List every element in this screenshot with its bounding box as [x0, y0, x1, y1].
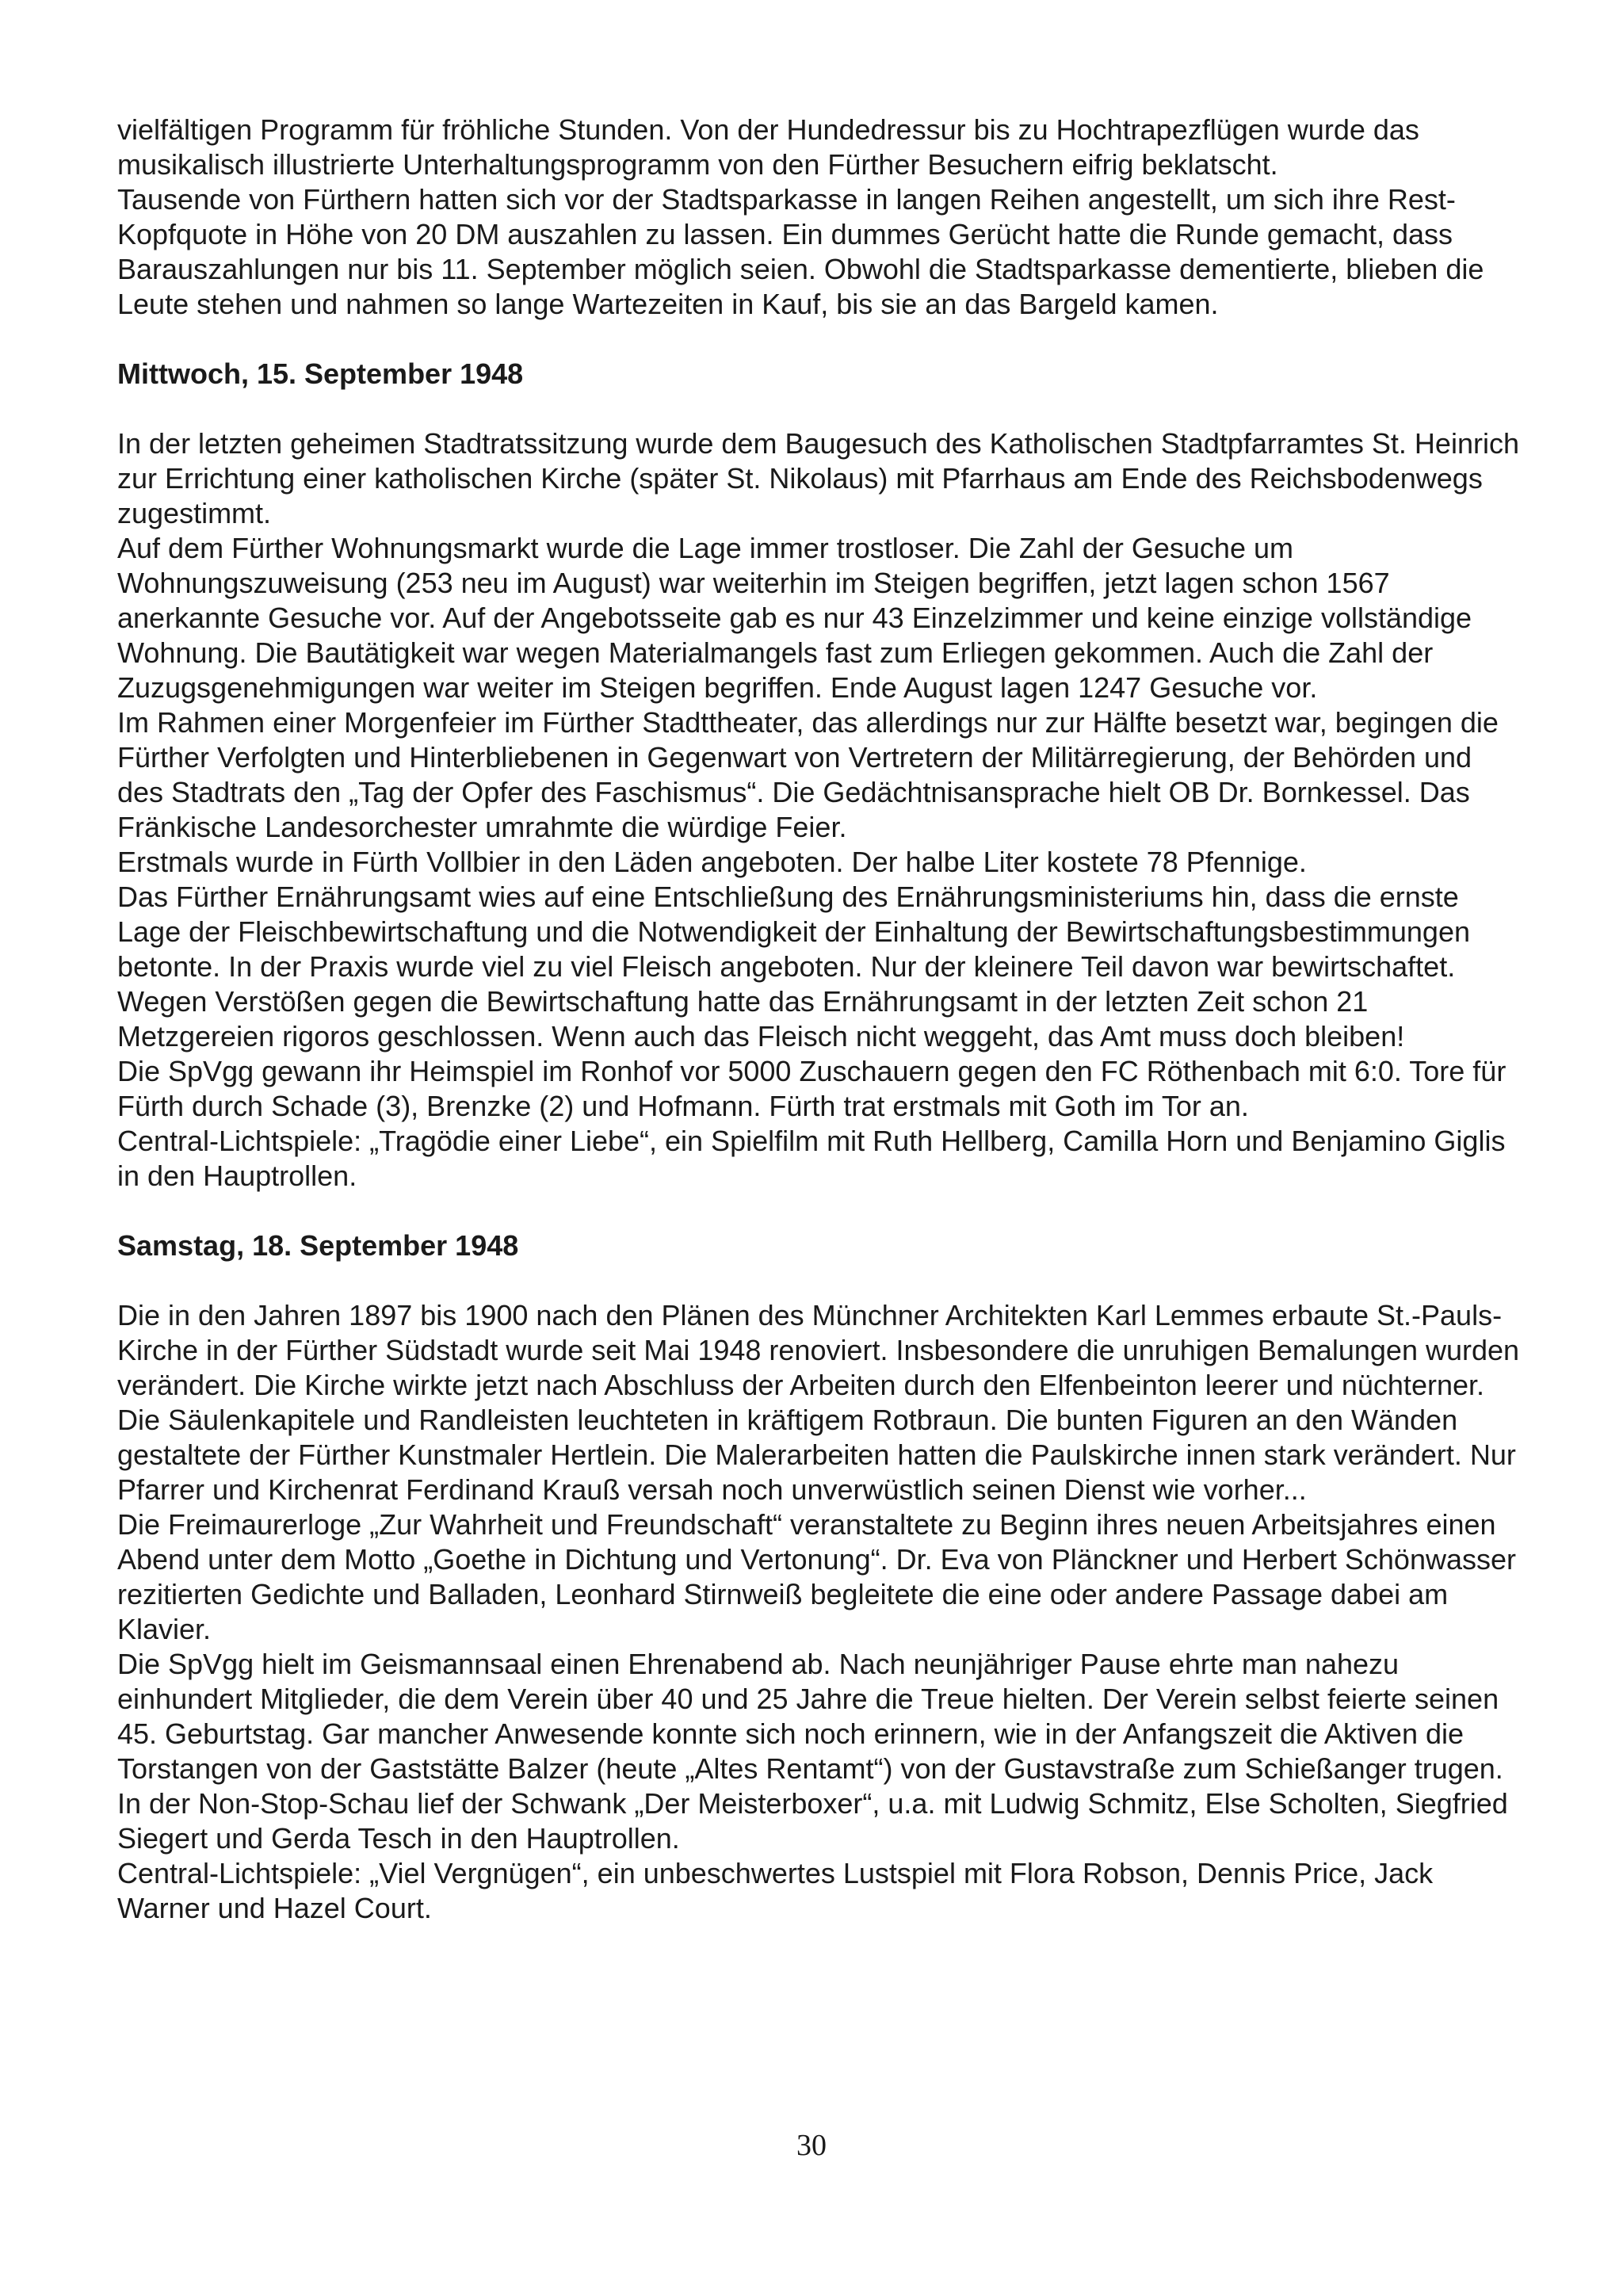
document-page	[117, 113, 1520, 1926]
paragraph: Im Rahmen einer Morgenfeier im Fürther Stadttheater, das allerdings nur zur Hälfte besetzt war, begingen die Fürther Verfolgten und Hinterbliebenen in Gegenwart von Vertretern der Militärregierung, der Behörden und des Stadtrats den „Tag der Opfer des Faschismus“. Die Gedächtnisansprache hielt OB Dr. Bornkessel. Das Fränkische Landesorchester umrahmte die würdige Feier.	[117, 706, 1499, 843]
section-body-mittwoch	[117, 426, 1520, 1194]
intro-block	[117, 113, 1520, 322]
spacer	[117, 1263, 1520, 1298]
paragraph: vielfältigen Programm für fröhliche Stunden. Von der Hundedressur bis zu Hochtrapezflügen wurde das musikalisch illustrierte Unterhaltungsprogramm von den Fürther Besuchern eifrig beklatscht.	[117, 113, 1419, 181]
paragraph: In der Non-Stop-Schau lief der Schwank „Der Meisterboxer“, u.a. mit Ludwig Schmitz, Else Scholten, Siegfried Siegert und Gerda Tesch in den Hauptrollen.	[117, 1787, 1508, 1855]
page-number: 30	[796, 2129, 827, 2162]
paragraph: Erstmals wurde in Fürth Vollbier in den Läden angeboten. Der halbe Liter kostete 78 Pfennige.	[117, 846, 1307, 878]
spacer	[117, 392, 1520, 426]
paragraph: Die SpVgg hielt im Geismannsaal einen Ehrenabend ab. Nach neunjähriger Pause ehrte man nahezu einhundert Mitglieder, die dem Verein über 40 und 25 Jahre die Treue hielten. Der Verein selbst feierte seinen 45. Geburtstag. Gar mancher Anwesende konnte sich noch erinnern, wie in der Anfangszeit die Aktiven die Torstangen von der Gaststätte Balzer (heute „Altes Rentamt“) von der Gustavstraße zum Schießanger trugen.	[117, 1648, 1503, 1785]
section-heading-mittwoch: Mittwoch, 15. September 1948	[117, 357, 524, 390]
spacer	[117, 322, 1520, 357]
section-heading-samstag: Samstag, 18. September 1948	[117, 1229, 519, 1262]
spacer	[117, 1194, 1520, 1228]
paragraph: Die in den Jahren 1897 bis 1900 nach den Plänen des Münchner Architekten Karl Lemmes erbaute St.-Pauls-Kirche in der Fürther Südstadt wurde seit Mai 1948 renoviert. Insbesondere die unruhigen Bemalungen wurden verändert. Die Kirche wirkte jetzt nach Abschluss der Arbeiten durch den Elfenbeinton leerer und nüchterner. Die Säulenkapitele und Randleisten leuchteten in kräftigem Rotbraun. Die bunten Figuren an den Wänden gestaltete der Fürther Kunstmaler Hertlein. Die Malerarbeiten hatten die Paulskirche innen stark verändert. Nur Pfarrer und Kirchenrat Ferdinand Krauß versah noch unverwüstlich seinen Dienst wie vorher...	[117, 1299, 1520, 1506]
paragraph: In der letzten geheimen Stadtratssitzung wurde dem Baugesuch des Katholischen Stadtpfarramtes St. Heinrich zur Errichtung einer katholischen Kirche (später St. Nikolaus) mit Pfarrhaus am Ende des Reichsbodenwegs zugestimmt.	[117, 427, 1519, 529]
paragraph: Central-Lichtspiele: „Tragödie einer Liebe“, ein Spielfilm mit Ruth Hellberg, Camilla Horn und Benjamino Giglis in den Hauptrollen.	[117, 1125, 1506, 1192]
paragraph: Die Freimaurerloge „Zur Wahrheit und Freundschaft“ veranstaltete zu Beginn ihres neuen Arbeitsjahres einen Abend unter dem Motto „Goethe in Dichtung und Vertonung“. Dr. Eva von Plänckner und Herbert Schönwasser rezitierten Gedichte und Balladen, Leonhard Stirnweiß begleitete die eine oder andere Passage dabei am Klavier.	[117, 1508, 1517, 1645]
paragraph: Auf dem Fürther Wohnungsmarkt wurde die Lage immer trostloser. Die Zahl der Gesuche um Wohnungszuweisung (253 neu im August) war weiterhin im Steigen begriffen, jetzt lagen schon 1567 anerkannte Gesuche vor. Auf der Angebotsseite gab es nur 43 Einzelzimmer und keine einzige vollständige Wohnung. Die Bautätigkeit war wegen Materialmangels fast zum Erliegen gekommen. Auch die Zahl der Zuzugsgenehmigungen war weiter im Steigen begriffen. Ende August lagen 1247 Gesuche vor.	[117, 532, 1472, 704]
paragraph: Tausende von Fürthern hatten sich vor der Stadtsparkasse in langen Reihen angestellt, um sich ihre Rest-Kopfquote in Höhe von 20 DM auszahlen zu lassen. Ein dummes Gerücht hatte die Runde gemacht, dass Barauszahlungen nur bis 11. September möglich seien. Obwohl die Stadtsparkasse dementierte, blieben die Leute stehen und nahmen so lange Wartezeiten in Kauf, bis sie an das Bargeld kamen.	[117, 183, 1484, 320]
paragraph: Die SpVgg gewann ihr Heimspiel im Ronhof vor 5000 Zuschauern gegen den FC Röthenbach mit 6:0. Tore für Fürth durch Schade (3), Brenzke (2) und Hofmann. Fürth trat erstmals mit Goth im Tor an.	[117, 1055, 1507, 1122]
paragraph: Das Fürther Ernährungsamt wies auf eine Entschließung des Ernährungsministeriums hin, dass die ernste Lage der Fleischbewirtschaftung und die Notwendigkeit der Einhaltung der Bewirtschaftungsbestimmungen betonte. In der Praxis wurde viel zu viel Fleisch angeboten. Nur der kleinere Teil davon war bewirtschaftet. Wegen Verstößen gegen die Bewirtschaftung hatte das Ernährungsamt in der letzten Zeit schon 21 Metzgereien rigoros geschlossen. Wenn auch das Fleisch nicht weggeht, das Amt muss doch bleiben!	[117, 881, 1470, 1052]
paragraph: Central-Lichtspiele: „Viel Vergnügen“, ein unbeschwertes Lustspiel mit Flora Robson, Dennis Price, Jack Warner und Hazel Court.	[117, 1857, 1434, 1924]
section-body-samstag	[117, 1298, 1520, 1926]
